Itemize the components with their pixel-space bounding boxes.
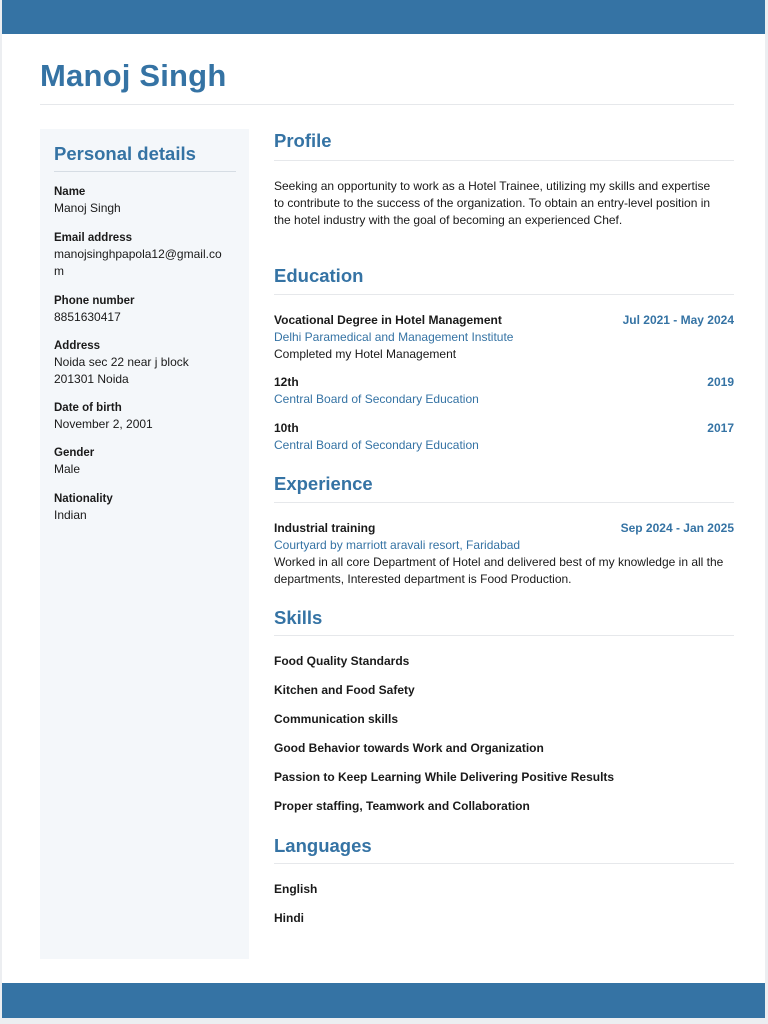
education-institution: Delhi Paramedical and Management Institute [274, 330, 514, 344]
detail-label: Name [54, 186, 86, 198]
detail-name [54, 184, 234, 217]
detail-phone [54, 293, 234, 326]
education-degree: 10th [274, 421, 299, 435]
education-divider [274, 294, 734, 295]
detail-label: Phone number [54, 295, 135, 307]
skill-item: Good Behavior towards Work and Organization [274, 741, 544, 755]
detail-nationality [54, 491, 234, 524]
name-divider [40, 104, 734, 105]
detail-value: Male [54, 462, 81, 476]
detail-gender [54, 445, 234, 478]
education-degree: Vocational Degree in Hotel Management [274, 313, 502, 327]
resume-page [2, 0, 765, 1018]
language-item: Hindi [274, 911, 304, 925]
skill-item: Proper staffing, Teamwork and Collaboration [274, 799, 530, 813]
detail-label: Gender [54, 447, 95, 459]
detail-label: Email address [54, 232, 132, 244]
education-degree: 12th [274, 375, 299, 389]
skill-item: Food Quality Standards [274, 654, 410, 668]
personal-details-heading: Personal details [54, 143, 196, 164]
experience-description: Worked in all core Department of Hotel and delivered best of my knowledge in all the departments, Interested department is Food Production. [274, 555, 724, 586]
bottom-banner [2, 983, 765, 1018]
profile-heading: Profile [274, 130, 332, 151]
experience-role: Industrial training [274, 521, 376, 535]
education-entry [274, 374, 734, 408]
education-date: Jul 2021 - May 2024 [622, 313, 734, 327]
detail-label: Address [54, 340, 101, 352]
education-institution: Central Board of Secondary Education [274, 438, 479, 452]
languages-divider [274, 863, 734, 864]
top-banner [2, 0, 765, 34]
detail-value: Manoj Singh [54, 201, 121, 215]
profile-text: Seeking an opportunity to work as a Hotel Trainee, utilizing my skills and expertise to contribute to the success of the organization. To obtain an entry-level position in the hotel industry with the goal of becoming an experienced Chef. [274, 179, 711, 227]
experience-company: Courtyard by marriott aravali resort, Faridabad [274, 538, 521, 552]
education-heading: Education [274, 265, 364, 286]
personal-details-divider [54, 171, 236, 172]
detail-value: 8851630417 [54, 310, 121, 324]
detail-value: manojsinghpapola12@gmail.com [54, 247, 222, 278]
profile-divider [274, 160, 734, 161]
skills-heading: Skills [274, 607, 323, 628]
skills-divider [274, 635, 734, 636]
detail-value: Indian [54, 508, 87, 522]
education-date: 2019 [707, 375, 734, 389]
skill-item: Kitchen and Food Safety [274, 683, 415, 697]
candidate-name: Manoj Singh [40, 58, 227, 93]
experience-divider [274, 502, 734, 503]
language-item: English [274, 882, 318, 896]
education-description: Completed my Hotel Management [274, 347, 457, 361]
languages-heading: Languages [274, 835, 372, 856]
education-date: 2017 [707, 421, 734, 435]
experience-entry [274, 520, 734, 588]
education-entry [274, 312, 734, 363]
education-institution: Central Board of Secondary Education [274, 392, 479, 406]
education-entry [274, 420, 734, 454]
detail-value: November 2, 2001 [54, 417, 153, 431]
detail-label: Nationality [54, 493, 113, 505]
skill-item: Communication skills [274, 712, 399, 726]
detail-label: Date of birth [54, 402, 122, 414]
detail-value: Noida sec 22 near j block 201301 Noida [54, 355, 189, 386]
experience-date: Sep 2024 - Jan 2025 [620, 521, 734, 535]
skill-item: Passion to Keep Learning While Delivering Positive Results [274, 770, 615, 784]
experience-heading: Experience [274, 473, 373, 494]
detail-address [54, 338, 214, 388]
detail-dob [54, 400, 234, 433]
detail-email [54, 230, 224, 280]
personal-details-panel [40, 129, 249, 959]
